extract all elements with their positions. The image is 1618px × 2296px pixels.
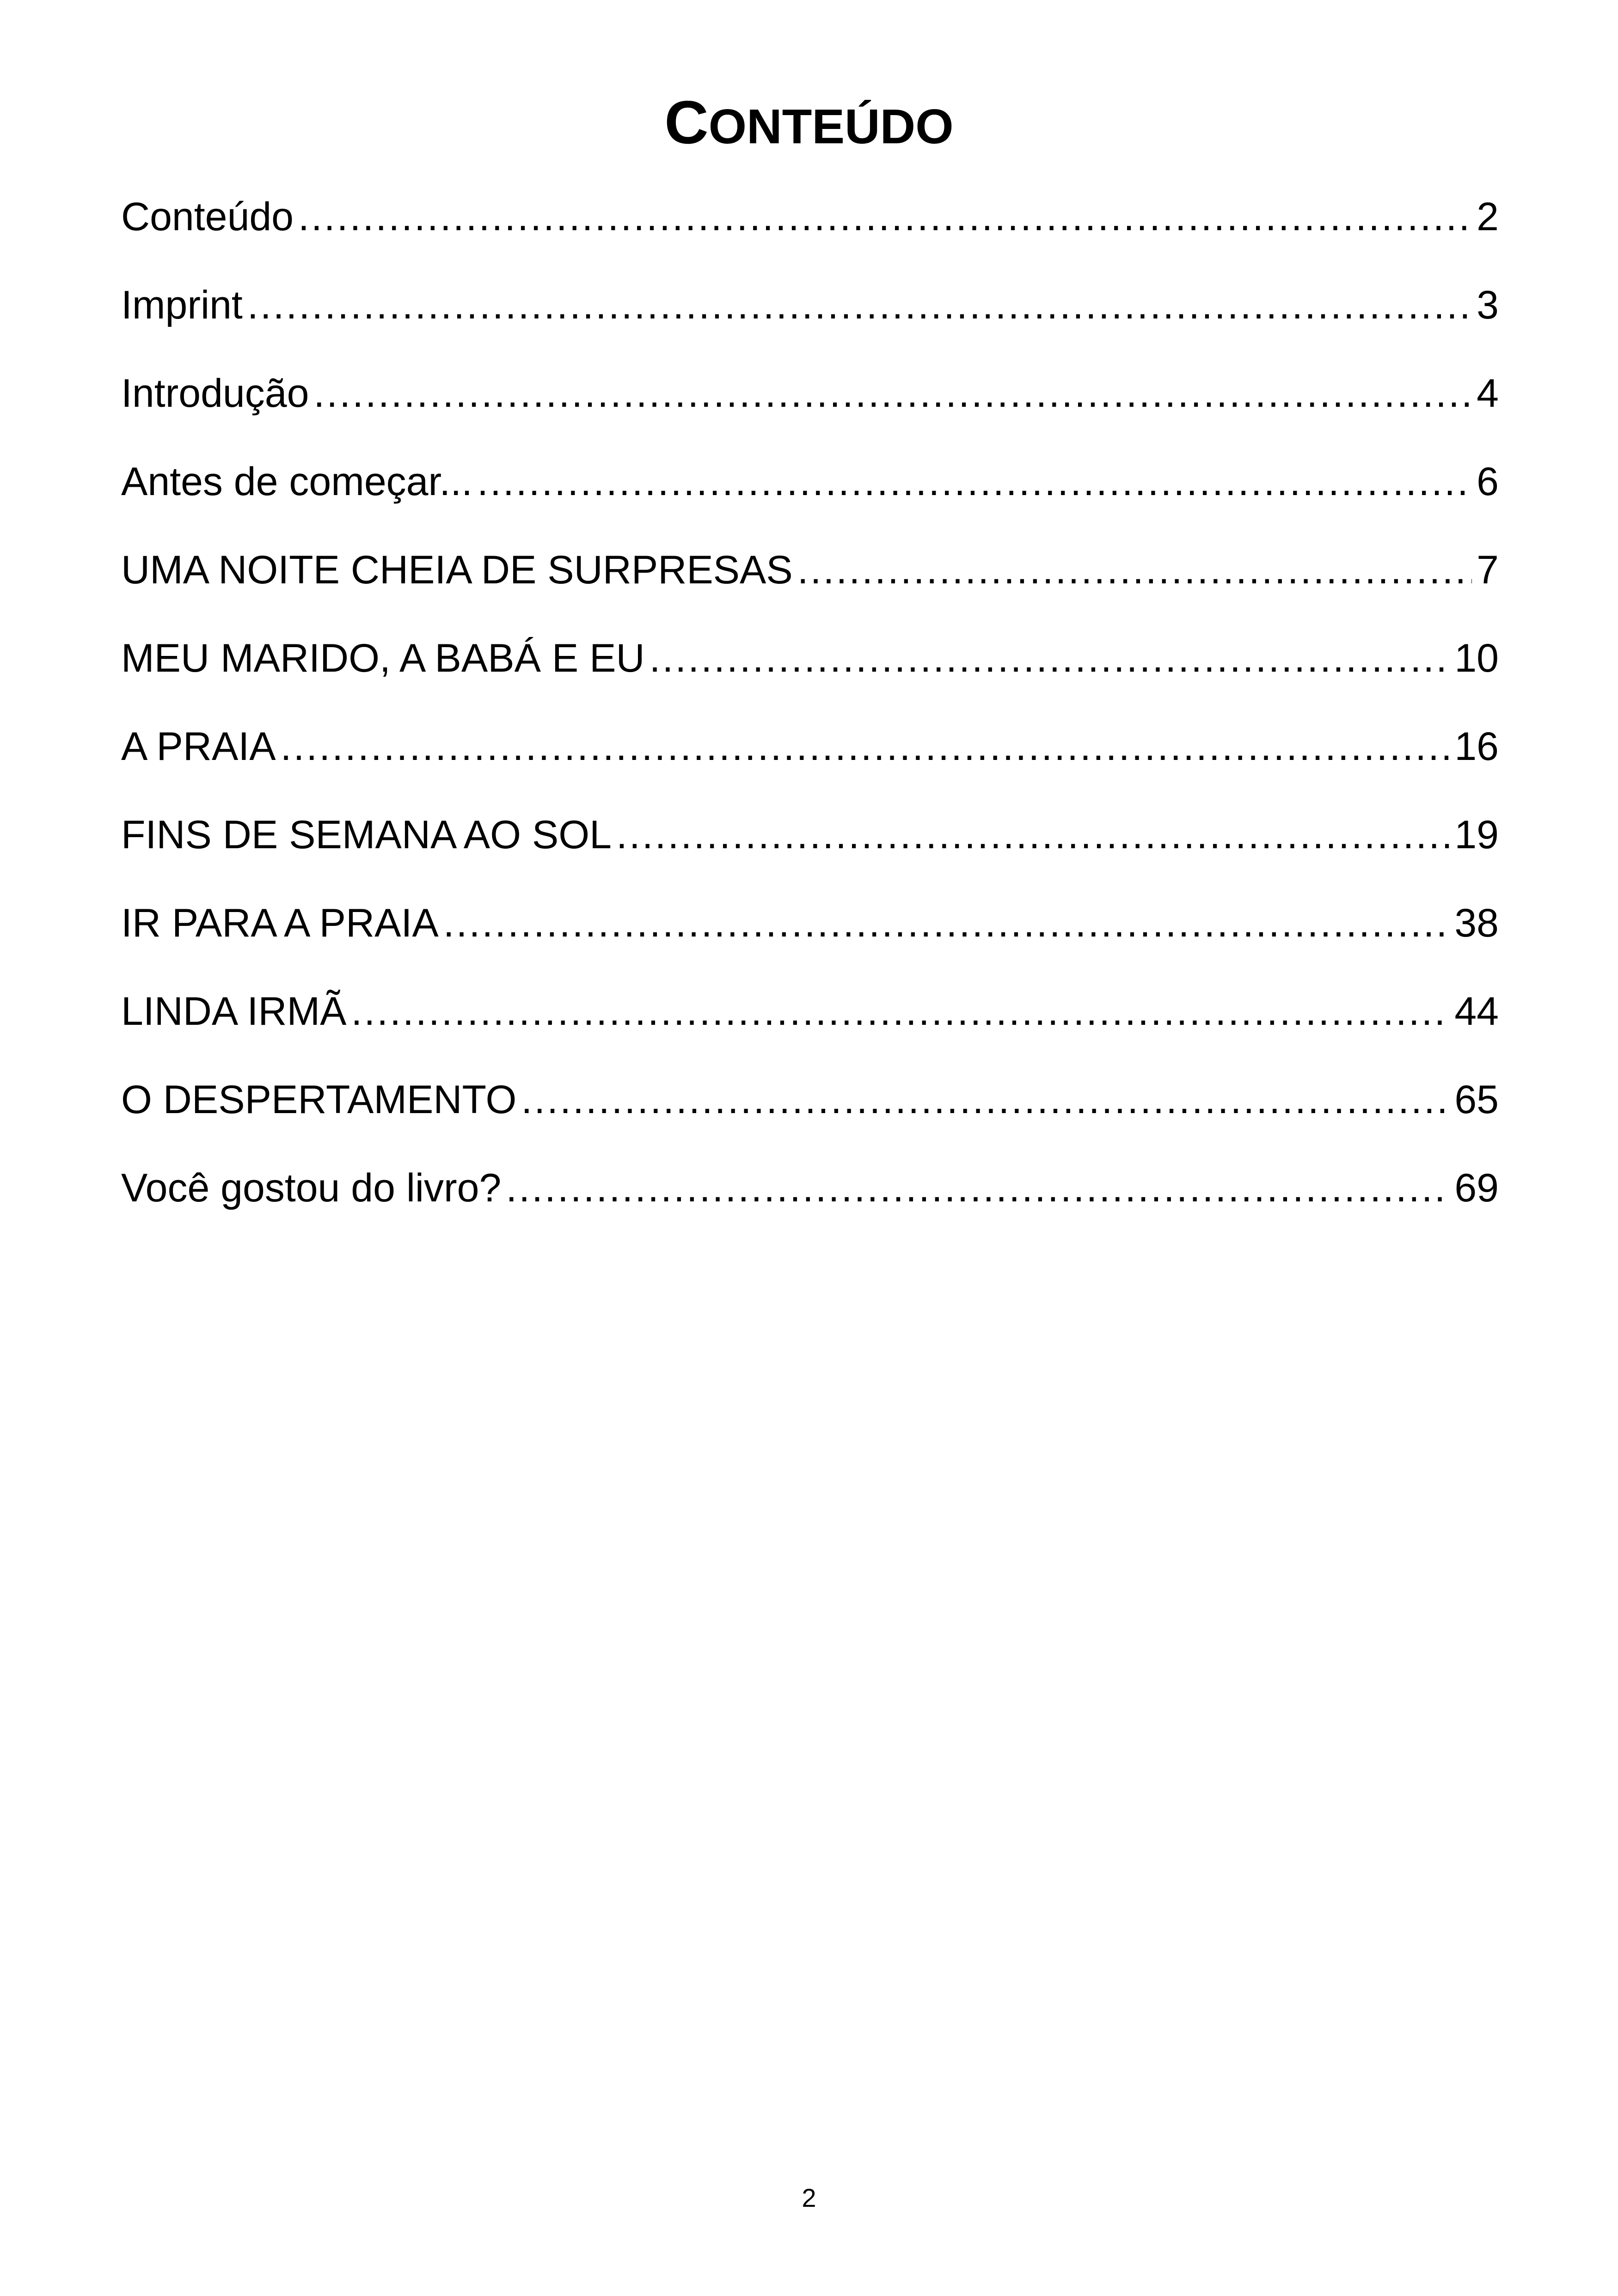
toc-entry-label: LINDA IRMÃ [121, 989, 347, 1034]
toc-entry-label: Você gostou do livro? [121, 1166, 502, 1210]
toc-dot-leader [521, 1072, 1450, 1127]
toc-entry-page: 69 [1454, 1166, 1499, 1210]
toc-entry-page: 7 [1477, 548, 1499, 592]
toc-entry-label: Antes de começar... [121, 459, 473, 504]
toc-entry-page: 4 [1477, 371, 1499, 416]
toc-entry-page: 3 [1477, 283, 1499, 327]
toc-dot-leader [313, 366, 1472, 421]
toc-entry-label: Imprint [121, 283, 243, 327]
toc-dot-leader [351, 984, 1450, 1039]
page-title-rest: ONTEÚDO [708, 99, 954, 154]
toc-entry-uma-noite-cheia-de-surpresas[interactable] [121, 543, 1499, 631]
toc-dot-leader [477, 454, 1472, 509]
toc-entry-antes-de-comecar[interactable] [121, 454, 1499, 543]
toc-entry-page: 44 [1454, 989, 1499, 1034]
toc-entry-label: MEU MARIDO, A BABÁ E EU [121, 636, 645, 680]
toc-entry-page: 10 [1454, 636, 1499, 680]
toc-dot-leader [443, 896, 1450, 950]
toc-entry-page: 65 [1454, 1078, 1499, 1122]
toc-dot-leader [247, 278, 1472, 332]
toc-entry-label: UMA NOITE CHEIA DE SURPRESAS [121, 548, 793, 592]
toc-dot-leader [650, 631, 1450, 686]
toc-dot-leader [616, 808, 1450, 862]
page-number: 2 [802, 2183, 816, 2212]
toc-entry-page: 2 [1477, 195, 1499, 239]
toc-entry-label: Conteúdo [121, 195, 294, 239]
toc-entry-conteudo[interactable] [121, 190, 1499, 278]
toc-entry-voce-gostou-do-livro[interactable] [121, 1161, 1499, 1249]
toc-entry-label: O DESPERTAMENTO [121, 1078, 517, 1122]
toc-entry-introducao[interactable] [121, 366, 1499, 454]
toc-entry-label: A PRAIA [121, 724, 276, 769]
toc-entry-imprint[interactable] [121, 278, 1499, 366]
toc-entry-page: 38 [1454, 901, 1499, 945]
toc-dot-leader [797, 543, 1472, 597]
toc-entry-linda-irma[interactable] [121, 984, 1499, 1072]
toc-entry-o-despertamento[interactable] [121, 1072, 1499, 1161]
table-of-contents [121, 190, 1499, 1249]
toc-entry-page: 16 [1454, 724, 1499, 769]
page-title [0, 88, 1618, 157]
toc-dot-leader [506, 1161, 1450, 1215]
toc-dot-leader [281, 719, 1450, 774]
toc-entry-label: IR PARA A PRAIA [121, 901, 439, 945]
toc-entry-page: 6 [1477, 459, 1499, 504]
toc-entry-a-praia[interactable] [121, 719, 1499, 808]
toc-entry-label: Introdução [121, 371, 309, 416]
toc-entry-page: 19 [1454, 813, 1499, 857]
toc-dot-leader [298, 190, 1472, 244]
toc-entry-ir-para-a-praia[interactable] [121, 896, 1499, 984]
toc-entry-meu-marido-a-baba-e-eu[interactable] [121, 631, 1499, 719]
toc-entry-label: FINS DE SEMANA AO SOL [121, 813, 612, 857]
toc-entry-fins-de-semana-ao-sol[interactable] [121, 808, 1499, 896]
page-title-initial: C [664, 88, 709, 156]
